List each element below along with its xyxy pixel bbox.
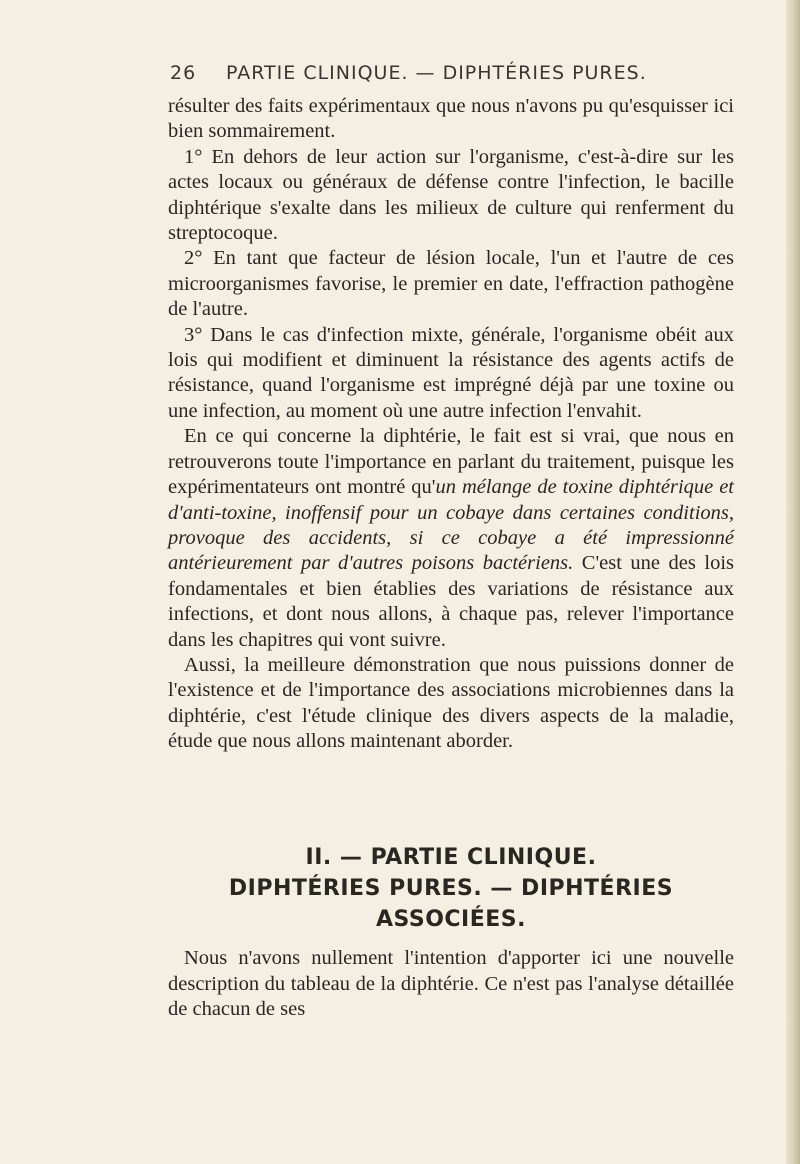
paragraph-section-intro: Nous n'avons nullement l'intention d'apporter ici une nouvelle description du tableau de la diphtérie. Ce n'est pas l'analyse détaillée de chacun de ses [168,947,734,1021]
paragraph-point-3: 3° Dans le cas d'infection mixte, générale, l'organisme obéit aux lois qui modifient et diminuent la résistance des agents actifs de résistance, quand l'organisme est imprégné déjà par une toxine ou une infection, au moment où une autre infection l'envahit. [168,323,734,422]
page-edge [786,0,800,1164]
paragraph-diphtheria-end: C'est une des lois fondamentales et bien établies des variations de résistance aux infections, et dont nous allons, à chaque pas, relever l'importance dans les chapitres qui vont suivre. [168,552,734,651]
paragraph-point-1: 1° En dehors de leur action sur l'organisme, c'est-à-dire sur les actes locaux ou généraux de défense contre l'infection, le bacille diphtérique s'exalte dans les milieux de culture qui renferment du streptocoque. [168,145,734,245]
running-title: PARTIE CLINIQUE. — DIPHTÉRIES PURES. [226,62,647,84]
paragraph-continuation: résulter des faits expérimentaux que nous n'avons pu qu'esquisser ici bien sommairement. [168,95,734,143]
paragraph-diphtheria-start: En ce qui concerne la diphtérie, le fait est si vrai, que nous en retrouverons toute l'importance en parlant du traitement, puisque les expérimentateurs ont montré qu' [168,425,734,499]
section-heading [168,842,734,935]
paragraph-diphtheria-italic: un mélange de toxine diphtérique et d'anti-toxine, inoffensif pour un cobaye dans certaines conditions, provoque des accidents, si ce cobaye a été impressionné antérieurement par d'autres poisons bactériens. [168,476,734,575]
body-text [168,94,734,755]
section-heading-line-3: ASSOCIÉES. [375,907,527,932]
paragraph-diphtheria [168,424,734,653]
running-head [170,62,730,84]
paragraph-point-2: 2° En tant que facteur de lésion locale, l'un et l'autre de ces microorganismes favorise, le premier en date, l'effraction pathogène de l'autre. [168,247,734,321]
page-number: 26 [170,62,197,84]
section-heading-line-2: DIPHTÉRIES PURES. — DIPHTÉRIES [228,876,674,901]
section-heading-line-1: II. — PARTIE CLINIQUE. [305,845,597,870]
paragraph-conclusion: Aussi, la meilleure démonstration que nous puissions donner de l'existence et de l'importance des associations microbiennes dans la diphtérie, c'est l'étude clinique des divers aspects de la maladie, étude que nous allons maintenant aborder. [168,653,734,753]
section-intro-text [168,946,734,1023]
